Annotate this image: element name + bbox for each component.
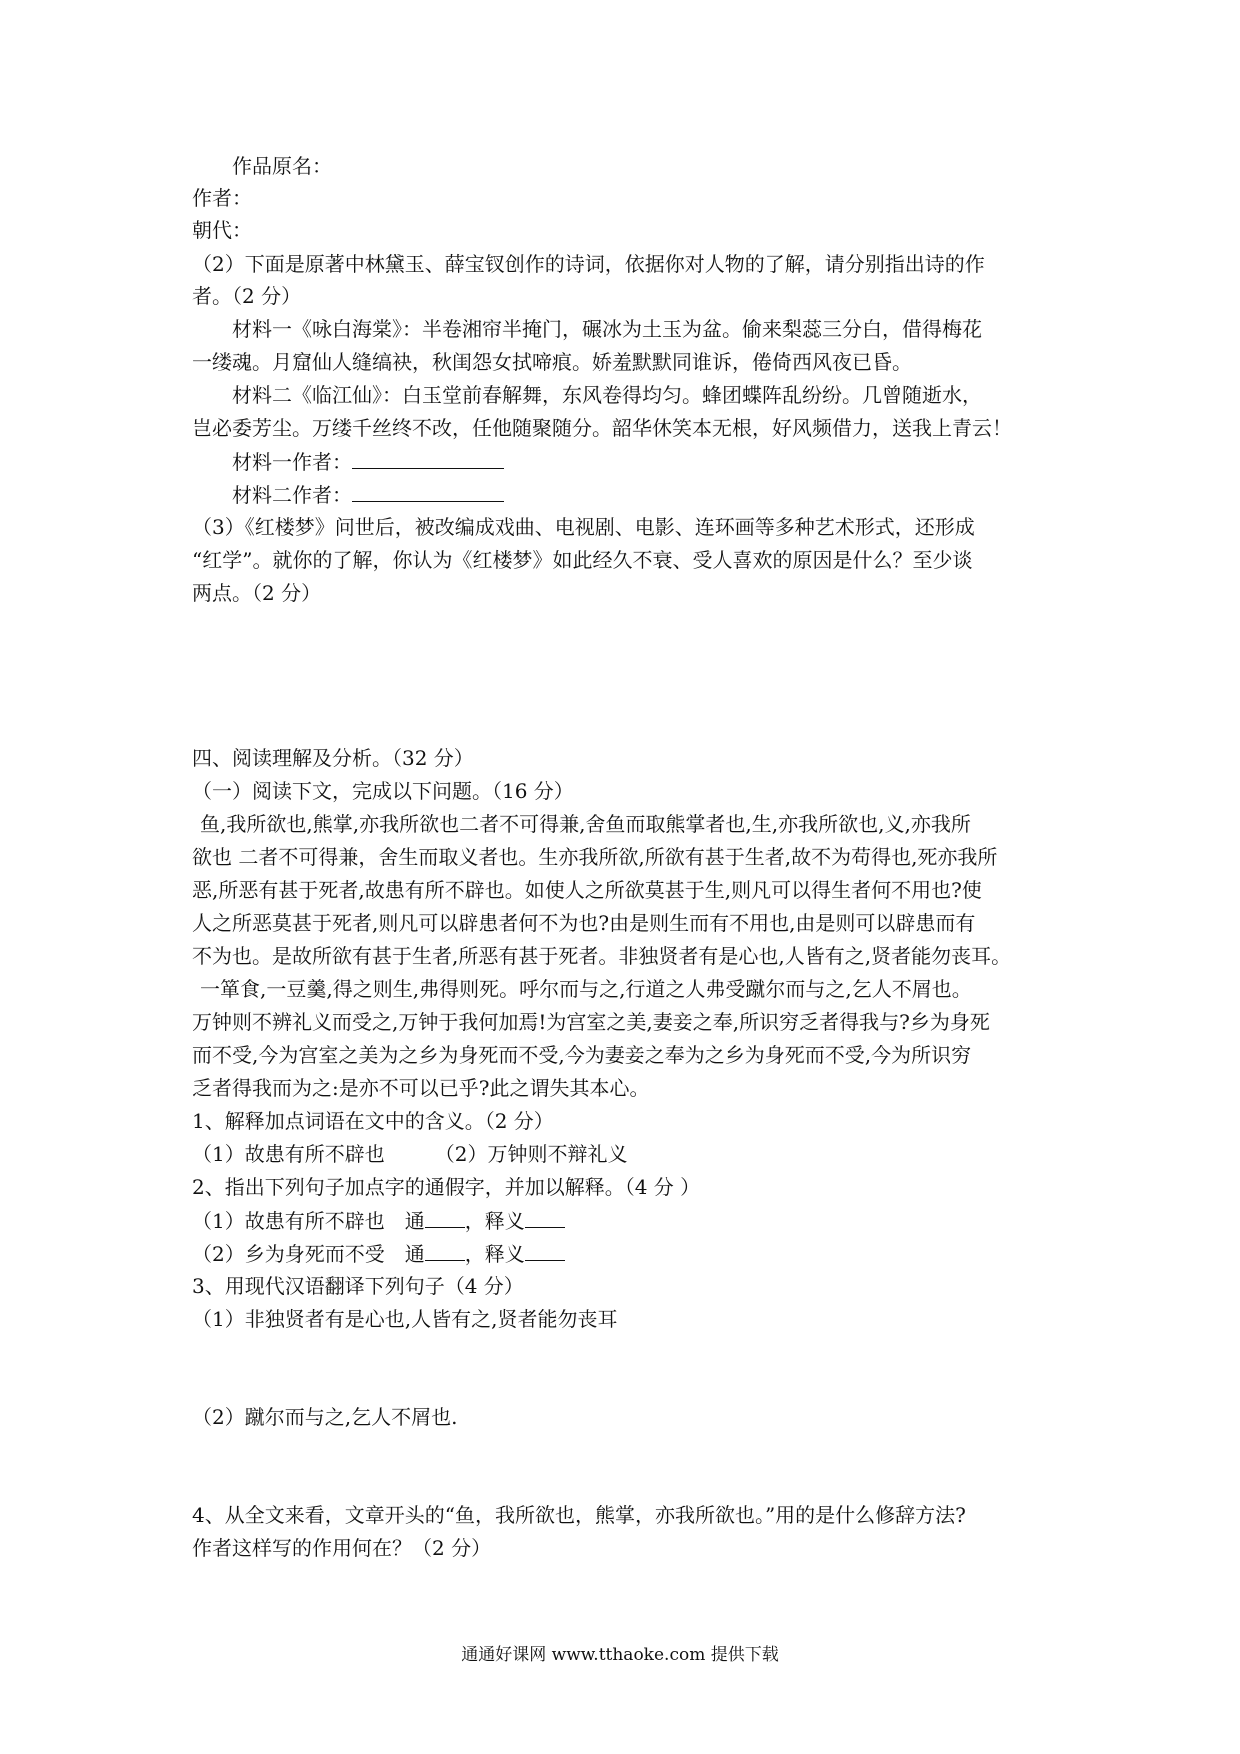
material-1-text: 材料一《咏白海棠》：半卷湘帘半掩门，碾冰为土玉为盆。偷来梨蕊三分白，借得梅花: [232, 317, 982, 341]
passage-line-3: 恶,所恶有甚于死者,故患有所不辟也。如使人之所欲莫甚于生,则凡可以得生者何不用也?使: [192, 878, 982, 902]
passage-line-8: 而不受,今为宫室之美为之乡为身死而不受,今为妻妾之奉为之乡为身死而不受,今为所识穷: [192, 1043, 972, 1067]
exercise-1-prompt: 1、解释加点词语在文中的含义。（2 分）: [192, 1109, 554, 1133]
passage-line-4: 人之所恶莫甚于死者,则凡可以辟患者何不为也?由是则生而有不用也,由是则可以辟患而有: [192, 911, 976, 935]
exercise-2-item-2-meaning-blank[interactable]: [525, 1238, 565, 1261]
passage-line-1: 鱼,我所欲也,熊掌,亦我所欲也二者不可得兼,舍鱼而取熊掌者也,生,亦我所欲也,义,亦我所: [200, 812, 971, 836]
question-3-text: （3）《红楼梦》问世后，被改编成戏曲、电视剧、电影、连环画等多种艺术形式，还形成: [192, 515, 975, 539]
exercise-2-item-2-char-blank[interactable]: [425, 1238, 465, 1261]
passage-line-9: 乏者得我而为之:是亦不可以已乎?此之谓失其本心。: [192, 1076, 650, 1100]
exercise-2-item-1: [192, 1205, 565, 1235]
question-2-text: （2）下面是原著中林黛玉、薛宝钗创作的诗词，依据你对人物的了解，请分别指出诗的作: [192, 252, 985, 276]
dynasty-label: 朝代：: [192, 218, 252, 242]
material-1-text-cont: 一缕魂。月窟仙人缝缟袂，秋闺怨女拭啼痕。娇羞默默同谁诉，倦倚西风夜已昏。: [192, 350, 912, 374]
exercise-2-item-2-text: （2）乡为身死而不受 通: [192, 1242, 425, 1266]
exercise-2-item-1-meaning-label: ，释义: [464, 1209, 525, 1233]
page-footer: 通通好课网 www.tthaoke.com 提供下载: [461, 1645, 779, 1665]
exercise-3-prompt: 3、用现代汉语翻译下列句子（4 分）: [192, 1274, 524, 1298]
passage-line-2: 欲也 二者不可得兼，舍生而取义者也。生亦我所欲,所欲有甚于生者,故不为苟得也,死亦我所: [192, 845, 998, 869]
exercise-2-prompt: 2、指出下列句子加点字的通假字，并加以解释。（4 分 ）: [192, 1175, 701, 1199]
passage-line-5: 不为也。是故所欲有甚于生者,所恶有甚于死者。非独贤者有是心也,人皆有之,贤者能勿丧耳。: [192, 944, 1012, 968]
material-1-author-label: 材料一作者：: [232, 450, 352, 474]
exercise-3-item-1: （1）非独贤者有是心也,人皆有之,贤者能勿丧耳: [192, 1307, 618, 1331]
material-2-text: 材料二《临江仙》：白玉堂前春解舞，东风卷得均匀。蜂团蝶阵乱纷纷。几曾随逝水，: [232, 383, 982, 407]
exercise-2-item-1-meaning-blank[interactable]: [525, 1205, 565, 1228]
exercise-2-item-2: [192, 1238, 565, 1268]
question-2-text-cont: 者。（2 分）: [192, 284, 302, 308]
material-1-author-blank[interactable]: [352, 446, 504, 469]
passage-line-6: 一箪食,一豆羹,得之则生,弗得则死。呼尔而与之,行道之人弗受蹴尔而与之,乞人不屑也。: [200, 977, 972, 1001]
material-2-author-row: [232, 479, 504, 509]
exercise-4-prompt-cont: 作者这样写的作用何在？（2 分）: [192, 1536, 492, 1560]
exercise-2-item-1-text: （1）故患有所不辟也 通: [192, 1209, 425, 1233]
exercise-2-item-1-char-blank[interactable]: [425, 1205, 465, 1228]
question-3-text-cont: “红学”。就你的了解，你认为《红楼梦》如此经久不衰、受人喜欢的原因是什么？至少谈: [192, 548, 973, 572]
author-label: 作者：: [192, 186, 252, 210]
material-2-text-cont: 岂必委芳尘。万缕千丝终不改，任他随聚随分。韶华休笑本无根，好风频借力，送我上青云！: [192, 416, 1012, 440]
material-1-author-row: [232, 446, 504, 476]
exercise-1-items: （1）故患有所不辟也 （2）万钟则不辩礼义: [192, 1142, 628, 1166]
material-2-author-label: 材料二作者：: [232, 483, 352, 507]
material-2-author-blank[interactable]: [352, 479, 504, 502]
exercise-3-item-2: （2）蹴尔而与之,乞人不屑也.: [192, 1405, 458, 1429]
original-title-label: 作品原名：: [232, 154, 332, 178]
passage-line-7: 万钟则不辨礼义而受之,万钟于我何加焉!为宫室之美,妻妾之奉,所识穷乏者得我与?乡为身死: [192, 1010, 990, 1034]
question-3-text-end: 两点。（2 分）: [192, 581, 322, 605]
exercise-2-item-2-meaning-label: ，释义: [464, 1242, 525, 1266]
exercise-4-prompt: 4、从全文来看，文章开头的“鱼，我所欲也，熊掌，亦我所欲也。”用的是什么修辞方法?: [192, 1503, 966, 1527]
part-1-heading: （一）阅读下文，完成以下问题。（16 分）: [192, 779, 574, 803]
section-4-heading: 四、阅读理解及分析。（32 分）: [192, 746, 474, 770]
